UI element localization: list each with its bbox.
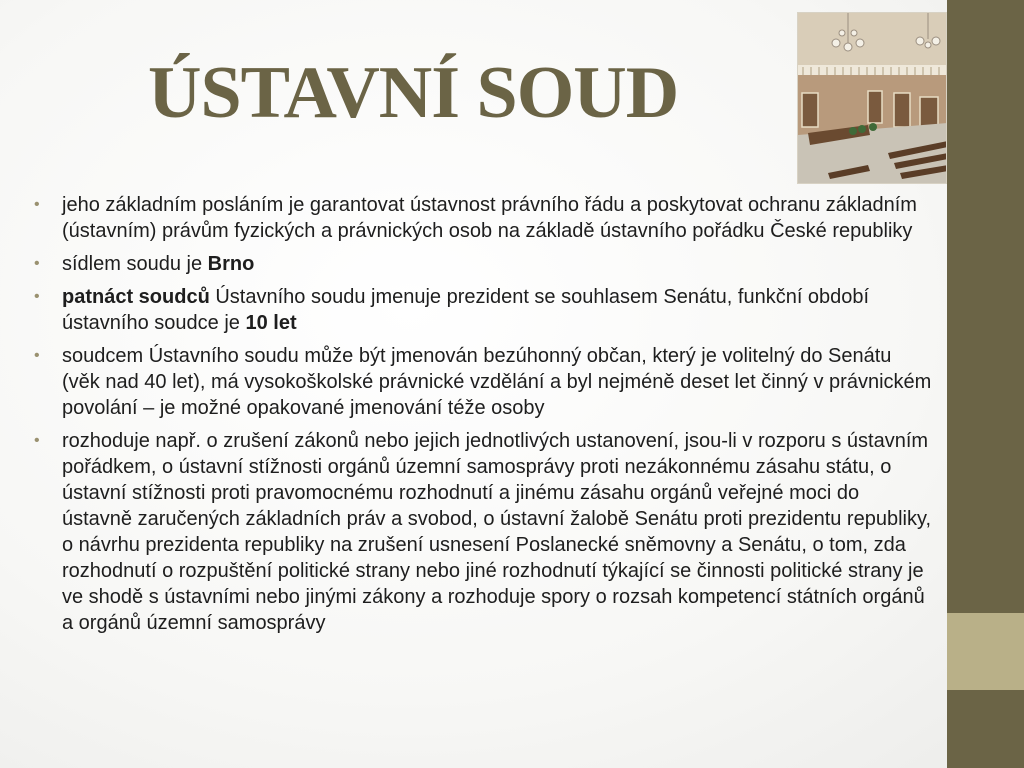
bullet-text: rozhoduje např. o zrušení zákonů nebo jejich jednotlivých ustanovení, jsou-li v rozporu s ústavním pořádkem, o ústavní stížnosti orgánů územní samosprávy proti nezákonnému zásahu státu, o ústavní stížnosti proti pravomocnému rozhodnutí a jinému zásahu orgánů veřejné moci do ústavně zaručených základních práv a svobod, o ústavní žalobě Senátu proti prezidentu republiky, o návrhu prezidenta republiky na zrušení usnesení Poslanecké sněmovny a Senátu, o tom, zda rozhodnutí o rozpuštění politické strany nebo jiné rozhodnutí týkající se činnosti politické strany je ve shodě s ústavními nebo jinými zákony a rozhoduje spory o rozsah kompetencí státních orgánů a orgánů územní samosprávy bbox=[62, 430, 932, 634]
courtroom-photo bbox=[797, 12, 947, 184]
bullet-text: jeho základním posláním je garantovat ústavnost právního řádu a poskytovat ochranu základním (ústavním) právům fyzických a právnických osob na základě ústavního pořádku České republiky bbox=[62, 194, 917, 242]
bullet-item bbox=[34, 428, 934, 636]
bullet-dot-icon: • bbox=[34, 196, 40, 213]
bullet-item bbox=[34, 192, 934, 244]
bullet-text: soudcem Ústavního soudu může být jmenován bezúhonný občan, který je volitelný do Senátu (věk nad 40 let), má vysokoškolské právnické vzdělání a byl nejméně deset let činný v právnickém povolání – je možné opakované jmenování téže osoby bbox=[62, 345, 932, 419]
bullet-item bbox=[34, 251, 934, 277]
bullet-bold-text: Brno bbox=[207, 253, 255, 275]
bullet-bold-text: 10 let bbox=[245, 312, 297, 334]
bullet-item bbox=[34, 284, 934, 336]
bullet-item bbox=[34, 343, 934, 421]
bullet-text: sídlem soudu je bbox=[62, 253, 208, 275]
bullet-dot-icon: • bbox=[34, 347, 40, 364]
side-accent-block bbox=[947, 613, 1024, 690]
bullet-list bbox=[34, 192, 934, 643]
page-title: ÚSTAVNÍ SOUD bbox=[148, 52, 679, 134]
bullet-dot-icon: • bbox=[34, 432, 40, 449]
bullet-text: Ústavního soudu jmenuje prezident se souhlasem Senátu, funkční období ústavního soudce je bbox=[62, 286, 870, 334]
side-decoration-bar bbox=[947, 0, 1024, 768]
bullet-dot-icon: • bbox=[34, 288, 40, 305]
bullet-dot-icon: • bbox=[34, 255, 40, 272]
bullet-bold-text: patnáct soudců bbox=[62, 286, 210, 308]
